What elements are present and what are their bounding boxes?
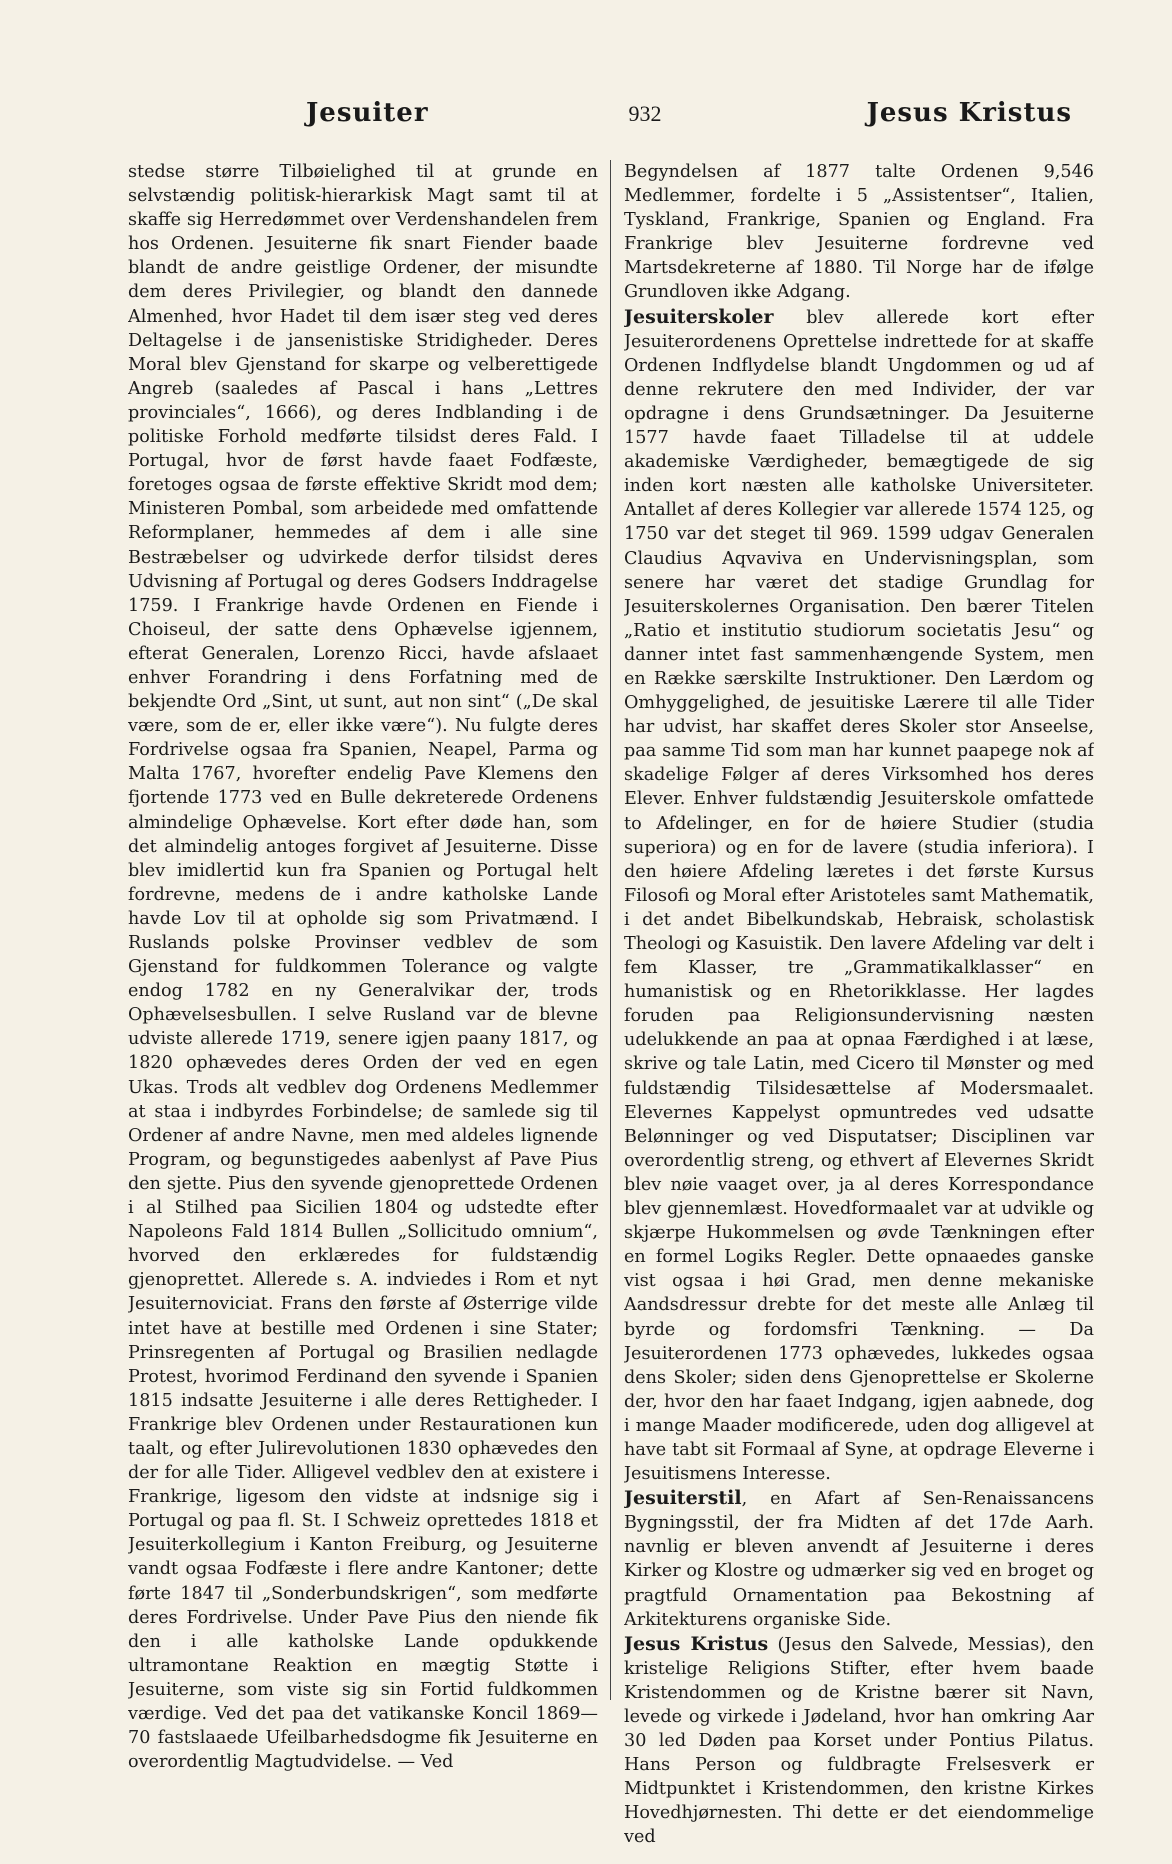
- entry-jesuiterskoler-text: blev allerede kort efter Jesuiterordenens Oprettelse indrettede for at skaffe Ordenen Indflydelse blandt Ungdommen og ud af denne rekrutere den med Individer, der var opdragne i dens Grundsætninger. Da Jesuiterne 1577 havde faaet Tilladelse til at uddele akademiske Værdigheder, bemægtigede de sig inden kort næsten alle katholske Universiteter. Antallet af deres Kollegier var allerede 1574 125, og 1750 var det steget til 969. 1599 udgav Generalen Claudius Aqvaviva en Undervisningsplan, som senere har været det stadige Grundlag for Jesuiterskolernes Organisation. Den bærer Titelen „Ratio et institutio studiorum societatis Jesu“ og danner intet fast sammenhængende System, men en Række særskilte Instruktioner. Den Lærdom og Omhyggelighed, de jesuitiske Lærere til alle Tider har udvist, har skaffet deres Skoler stor Anseelse, paa samme Tid som man har kunnet paapege nok af skadelige Følger af deres Virksomhed hos deres Elever. Enhver fuldstændig Jesuiterskole omfattede to Afdelinger, en for de høiere Studier (studia superiora) og en for de lavere (studia inferiora). I den høiere Afdeling læretes i det første Kursus Filosofi og Moral efter Aristoteles samt Mathematik, i det andet Bibelkundskab, Hebraisk, scholastisk Theologi og Kasuistik. Den lavere Afdeling var delt i fem Klasser, tre „Grammatikalklasser“ en humanistisk og en Rhetorikklasse. Her lagdes foruden paa Religionsundervisning næsten udelukkende an paa at opnaa Færdighed i at læse, skrive og tale Latin, med Cicero til Mønster og med fuldstændig Tilsidesættelse af Modersmaalet. Elevernes Kappelyst opmuntredes ved udsatte Belønninger og ved Disputatser; Disciplinen var overordentlig streng, og ethvert af Elevernes Skridt blev nøie vaaget over, ja al deres Korrespondance blev gjennemlæst. Hovedformaalet var at udvikle og skjærpe Hukommelsen og øvde Tænkningen efter en formel Logiks Regler. Dette opnaaedes ganske vist ogsaa i høi Grad, men denne mekaniske Aandsdressur drebte for det meste alle Anlæg til byrde og fordomsfri Tænkning. — Da Jesuiterordenen 1773 ophævedes, lukkedes ogsaa dens Skoler; siden dens Gjenoprettelse er Skolerne der, hvor den har faaet Indgang, igjen aabnede, dog i mange Maader modificerede, uden dog alligevel at have tabt sit Formaal af Syne, at opdrage Eleverne i Jesuitismens Interesse.: [624, 307, 1094, 1485]
- entry-jesuiterstil: [624, 1486, 1094, 1632]
- lemma-jesuiterskoler: Jesuiterskoler: [624, 305, 774, 328]
- lemma-jesuiterstil: Jesuiterstil: [624, 1487, 742, 1510]
- page-number: 932: [628, 101, 662, 126]
- entry-jesus-kristus: [624, 1632, 1094, 1850]
- column-divider: [610, 160, 611, 1700]
- left-column-text: stedse større Tilbøielighed til at grunde en selvstændig politisk-hierarkisk Magt samt til at skaffe sig Herredømmet over Verdenshandelen frem hos Ordenen. Jesuiterne fik snart Fiender baade blandt de andre geistlige Ordener, der misundte dem deres Privilegier, og blandt den dannede Almenhed, hvor Hadet til dem især steg ved deres Deltagelse i de jansenistiske Stridigheder. Deres Moral blev Gjenstand for skarpe og velberettigede Angreb (saaledes af Pascal i hans „Lettres provinciales“, 1666), og deres Indblanding i de politiske Forhold medførte tilsidst deres Fald. I Portugal, hvor de først havde faaet Fodfæste, foretoges ogsaa de første effektive Skridt mod dem; Ministeren Pombal, som arbeidede med omfattende Reformplaner, hemmedes af dem i alle sine Bestræbelser og udvirkede derfor tilsidst deres Udvisning af Portugal og deres Godsers Inddragelse 1759. I Frankrige havde Ordenen en Fiende i Choiseul, der satte dens Ophævelse igjennem, efterat Generalen, Lorenzo Ricci, havde afslaaet enhver Forandring i dens Forfatning med de bekjendte Ord „Sint, ut sunt, aut non sint“ („De skal være, som de er, eller ikke være“). Nu fulgte deres Fordrivelse ogsaa fra Spanien, Neapel, Parma og Malta 1767, hvorefter endelig Pave Klemens den fjortende 1773 ved en Bulle dekreterede Ordenens almindelige Ophævelse. Kort efter døde han, som det almindelig antoges forgivet af Jesuiterne. Disse blev imidlertid kun fra Spanien og Portugal helt fordrevne, medens de i andre katholske Lande havde Lov til at opholde sig som Privatmænd. I Ruslands polske Provinser vedblev de som Gjenstand for fuldkommen Tolerance og valgte endog 1782 en ny Generalvikar der, trods Ophævelsesbullen. I selve Rusland var de blevne udviste allerede 1719, senere igjen paany 1817, og 1820 ophævedes deres Orden der ved en egen Ukas. Trods alt vedblev dog Ordenens Medlemmer at staa i indbyrdes Forbindelse; de samlede sig til Ordener af andre Navne, men med aldeles lignende Program, og begunstigedes aabenlyst af Pave Pius den sjette. Pius den syvende gjenoprettede Ordenen i al Stilhed paa Sicilien 1804 og udstedte efter Napoleons Fald 1814 Bullen „Sollicitudo omnium“, hvorved den erklæredes for fuldstændig gjenoprettet. Allerede s. A. indviedes i Rom et nyt Jesuiternoviciat. Frans den første af Østerrige vilde intet have at bestille med Ordenen i sine Stater; Prinsregenten af Portugal og Brasilien nedlagde Protest, hvorimod Ferdinand den syvende i Spanien 1815 indsatte Jesuiterne i alle deres Rettigheder. I Frankrige blev Ordenen under Restaurationen kun taalt, og efter Julirevolutionen 1830 ophævedes den der for alle Tider. Alligevel vedblev den at existere i Frankrige, ligesom den vidste at indsnige sig i Portugal og paa fl. St. I Schweiz oprettedes 1818 et Jesuiterkollegium i Kanton Freiburg, og Jesuiterne vandt ogsaa Fodfæste i flere andre Kantoner; dette førte 1847 til „Sonderbundskrigen“, som medførte deres Fordrivelse. Under Pave Pius den niende fik den i alle katholske Lande opdukkende ultramontane Reaktion en mægtig Støtte i Jesuiterne, som viste sig sin Fortid fuldkommen værdige. Ved det paa det vatikanske Koncil 1869—70 fastslaaede Ufeilbarhedsdogme fik Jesuiterne en overordentlig Magtudvidelse. — Ved: [128, 162, 598, 1773]
- lemma-jesus-kristus: Jesus Kristus: [624, 1632, 769, 1655]
- text-columns: [128, 160, 1102, 1860]
- running-header: [128, 98, 1102, 138]
- entry-jesus-kristus-text: (Jesus den Salvede, Messias), den kristelige Religions Stifter, efter hvem baade Kristendommen og de Kristne bærer sit Navn, levede og virkede i Jødeland, hvor han omkring Aar 30 led Døden paa Korset under Pontius Pilatus. Hans Person og fuldbragte Frelsesverk er Midtpunktet i Kristendommen, den kristne Kirkes Hovedhjørnesten. Thi dette er det eiendommelige ved: [624, 1634, 1094, 1848]
- right-column: [624, 160, 1094, 1860]
- continuation-text: Begyndelsen af 1877 talte Ordenen 9,546 Medlemmer, fordelte i 5 „Assistentser“, Italien, Tyskland, Frankrige, Spanien og England. Fra Frankrige blev Jesuiterne fordrevne ved Martsdekreterne af 1880. Til Norge har de ifølge Grundloven ikke Adgang.: [624, 162, 1094, 303]
- entry-jesuiterskoler: [624, 305, 1094, 1487]
- entry-jesuiterstil-text: , en Afart af Sen-Renaissancens Bygningsstil, der fra Midten af det 17de Aarh. navnlig er bleven anvendt af Jesuiterne i deres Kirker og Klostre og udmærker sig ved en broget og pragtfuld Ornamentation paa Bekostning af Arkitekturens organiske Side.: [624, 1489, 1094, 1630]
- left-column: [128, 160, 598, 1860]
- left-headword: Jesuiter: [306, 98, 429, 128]
- right-headword: Jesus Kristus: [866, 98, 1072, 128]
